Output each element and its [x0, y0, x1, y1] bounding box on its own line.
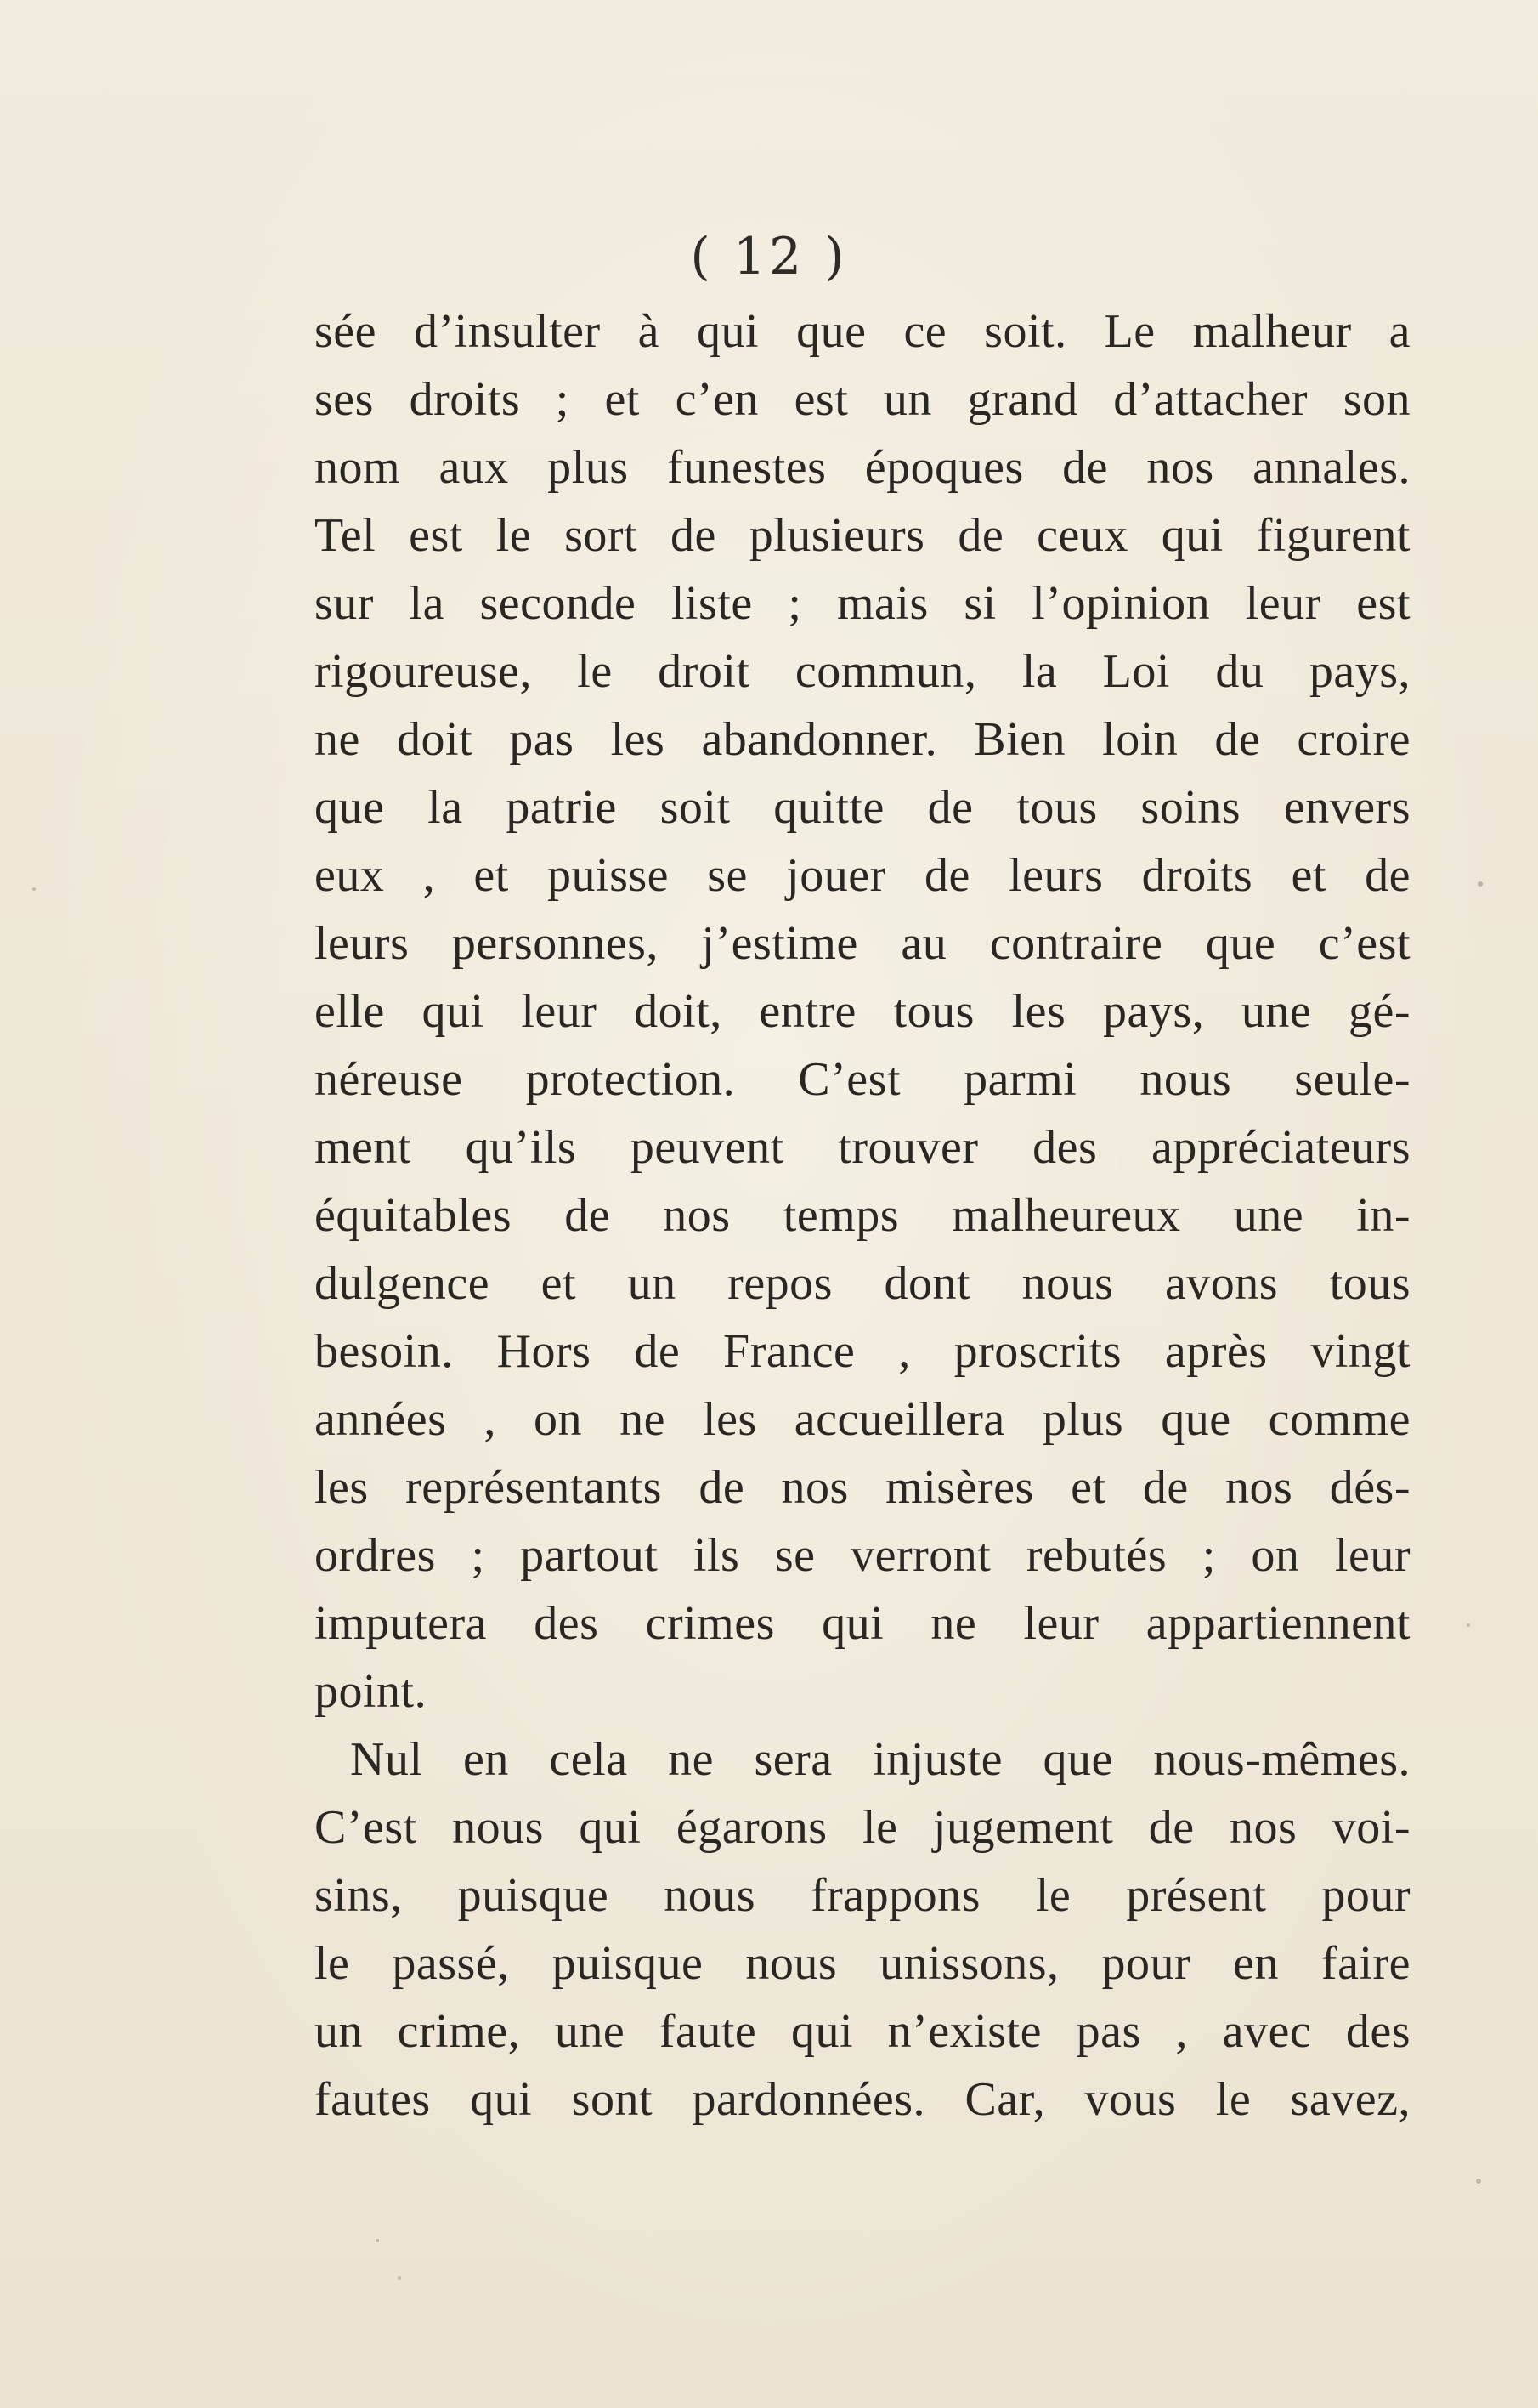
text-line: que la patrie soit quitte de tous soins envers	[314, 781, 1411, 834]
text-line: eux , et puisse se jouer de leurs droits et de	[314, 849, 1411, 902]
text-line: C’est nous qui égarons le jugement de nos voi-	[314, 1801, 1411, 1854]
text-line: ne doit pas les abandonner. Bien loin de croire	[314, 713, 1411, 766]
text-line: besoin. Hors de France , proscrits après vingt	[314, 1325, 1411, 1378]
text-line: néreuse protection. C’est parmi nous seule-	[314, 1053, 1411, 1106]
text-line: un crime, une faute qui n’existe pas , avec des	[314, 2005, 1411, 2058]
paragraph-start-line: Nul en cela ne sera injuste que nous-mêmes.	[350, 1733, 1411, 1786]
text-line: elle qui leur doit, entre tous les pays, une gé-	[314, 985, 1411, 1038]
text-line: ordres ; partout ils se verront rebutés ; on leur	[314, 1529, 1411, 1582]
text-line: leurs personnes, j’estime au contraire que c’est	[314, 917, 1411, 970]
text-line: imputera des crimes qui ne leur appartiennent	[314, 1597, 1411, 1650]
text-line: ses droits ; et c’en est un grand d’attacher son	[314, 373, 1411, 426]
text-line: équitables de nos temps malheureux une in-	[314, 1189, 1411, 1242]
paper-speck	[398, 2276, 401, 2280]
body-text	[314, 297, 1411, 2133]
text-line: sur la seconde liste ; mais si l’opinion leur est	[314, 577, 1411, 630]
text-line: dulgence et un repos dont nous avons tous	[314, 1257, 1411, 1310]
paper-speck	[1467, 1623, 1470, 1627]
text-line: années , on ne les accueillera plus que comme	[314, 1393, 1411, 1446]
text-line: les représentants de nos misères et de nos dés-	[314, 1461, 1411, 1514]
text-line: le passé, puisque nous unissons, pour en faire	[314, 1937, 1411, 1990]
text-line: rigoureuse, le droit commun, la Loi du pays,	[314, 645, 1411, 698]
text-line: sins, puisque nous frappons le présent pour	[314, 1869, 1411, 1922]
text-line: nom aux plus funestes époques de nos annales.	[314, 441, 1411, 494]
paper-speck	[1476, 2179, 1481, 2184]
text-line: Tel est le sort de plusieurs de ceux qui figurent	[314, 509, 1411, 562]
text-line: fautes qui sont pardonnées. Car, vous le savez,	[314, 2073, 1411, 2126]
paragraph-end-line: point.	[314, 1665, 427, 1718]
paper-speck	[32, 887, 36, 891]
text-line: sée d’insulter à qui que ce soit. Le malheur a	[314, 305, 1411, 358]
paper-speck	[1478, 881, 1483, 887]
page-number: ( 12 )	[690, 227, 848, 286]
paper-speck	[376, 2239, 379, 2242]
text-line: ment qu’ils peuvent trouver des appréciateurs	[314, 1121, 1411, 1174]
